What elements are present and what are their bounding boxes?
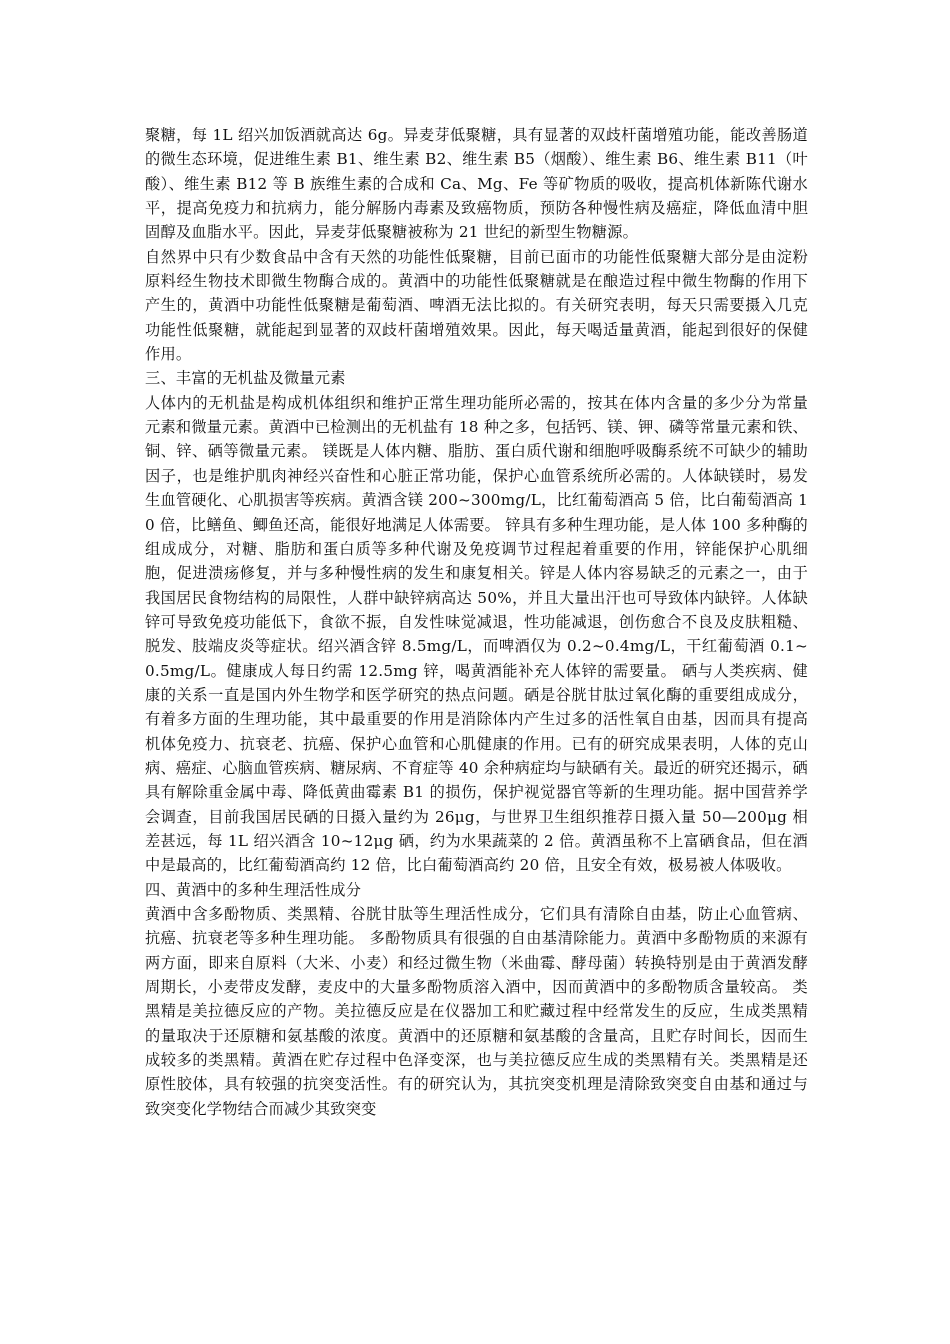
document-page: [145, 123, 808, 1121]
paragraph-isomalto-oligosaccharide: 聚糖，每 1L 绍兴加饭酒就高达 6g。异麦芽低聚糖，具有显著的双歧杆菌增殖功能，能改善肠道的微生态环境，促进维生素 B1、维生素 B2、维生素 B5（烟酸）、维生素 B6、维生素 B11（叶酸）、维生素 B12 等 B 族维生素的合成和 Ca、Mg、Fe 等矿物质的吸收，提高机体新陈代谢水平，提高免疫力和抗病力，能分解肠内毒素及致癌物质，预防各种慢性病及癌症，降低血清中胆固醇及血脂水平。因此，异麦芽低聚糖被称为 21 世纪的新型生物糖源。: [145, 126, 808, 242]
paragraph-bioactive: 黄酒中含多酚物质、类黑精、谷胱甘肽等生理活性成分，它们具有清除自由基，防止心血管病、抗癌、抗衰老等多种生理功能。 多酚物质具有很强的自由基清除能力。黄酒中多酚物质的来源有两方面，即来自原料（大米、小麦）和经过微生物（米曲霉、酵母菌）转换特别是由于黄酒发酵周期长，小麦带皮发酵，麦皮中的大量多酚物质溶入酒中，因而黄酒中的多酚物质含量较高。 类黑精是美拉德反应的产物。美拉德反应是在仪器加工和贮藏过程中经常发生的反应，生成类黑精的量取决于还原糖和氨基酸的浓度。黄酒中的还原糖和氨基酸的含量高，且贮存时间长，因而生成较多的类黑精。黄酒在贮存过程中色泽变深，也与美拉德反应生成的类黑精有关。类黑精是还原性胶体，具有较强的抗突变活性。有的研究认为，其抗突变机理是清除致突变自由基和通过与致突变化学物结合而减少其致突变: [145, 905, 808, 1118]
section-heading-minerals: 三、丰富的无机盐及微量元素: [145, 369, 346, 388]
paragraph-minerals: 人体内的无机盐是构成机体组织和维护正常生理功能所必需的，按其在体内含量的多少分为常量元素和微量元素。黄酒中已检测出的无机盐有 18 种之多，包括钙、镁、钾、磷等常量元素和铁、铜、锌、硒等微量元素。 镁既是人体内糖、脂肪、蛋白质代谢和细胞呼吸酶系统不可缺少的辅助因子，也是维护肌肉神经兴奋性和心脏正常功能，保护心血管系统所必需的。人体缺镁时，易发生血管硬化、心肌损害等疾病。黄酒含镁 200~300mg/L，比红葡萄酒高 5 倍，比白葡萄酒高 10 倍，比鳝鱼、鲫鱼还高，能很好地满足人体需要。 锌具有多种生理功能，是人体 100 多种酶的组成成分，对糖、脂肪和蛋白质等多种代谢及免疫调节过程起着重要的作用，锌能保护心肌细胞，促进溃疡修复，并与多种慢性病的发生和康复相关。锌是人体内容易缺乏的元素之一，由于我国居民食物结构的局限性，人群中缺锌病高达 50%，并且大量出汗也可导致体内缺锌。人体缺锌可导致免疫功能低下，食欲不振，自发性味觉减退，性功能减退，创伤愈合不良及皮肤粗糙、脱发、肢端皮炎等症状。绍兴酒含锌 8.5mg/L，而啤酒仅为 0.2~0.4mg/L，干红葡萄酒 0.1~0.5mg/L。健康成人每日约需 12.5mg 锌，喝黄酒能补充人体锌的需要量。 硒与人类疾病、健康的关系一直是国内外生物学和医学研究的热点问题。硒是谷胱甘肽过氧化酶的重要组成成分，有着多方面的生理功能，其中最重要的作用是消除体内产生过多的活性氧自由基，因而具有提高机体免疫力、抗衰老、抗癌、保护心血管和心肌健康的作用。已有的研究成果表明，人体的克山病、癌症、心脑血管疾病、糖尿病、不育症等 40 余种病症均与缺硒有关。最近的研究还揭示，硒具有解除重金属中毒、降低黄曲霉素 B1 的损伤，保护视觉器官等新的生理功能。据中国营养学会调查，目前我国居民硒的日摄入量约为 26μg，与世界卫生组织推荐日摄入量 50—200μg 相差甚远，每 1L 绍兴酒含 10~12μg 硒，约为水果蔬菜的 2 倍。黄酒虽称不上富硒食品，但在酒中是最高的，比红葡萄酒高约 12 倍，比白葡萄酒高约 20 倍，且安全有效，极易被人体吸收。: [145, 393, 808, 875]
paragraph-functional-oligosaccharide: 自然界中只有少数食品中含有天然的功能性低聚糖，目前已面市的功能性低聚糖大部分是由淀粉原料经生物技术即微生物酶合成的。黄酒中的功能性低聚糖就是在酿造过程中微生物酶的作用下产生的，黄酒中功能性低聚糖是葡萄酒、啤酒无法比拟的。有关研究表明，每天只需要摄入几克功能性低聚糖，就能起到显著的双歧杆菌增殖效果。因此，每天喝适量黄酒，能起到很好的保健作用。: [145, 247, 808, 364]
section-heading-bioactive: 四、黄酒中的多种生理活性成分: [145, 880, 362, 899]
